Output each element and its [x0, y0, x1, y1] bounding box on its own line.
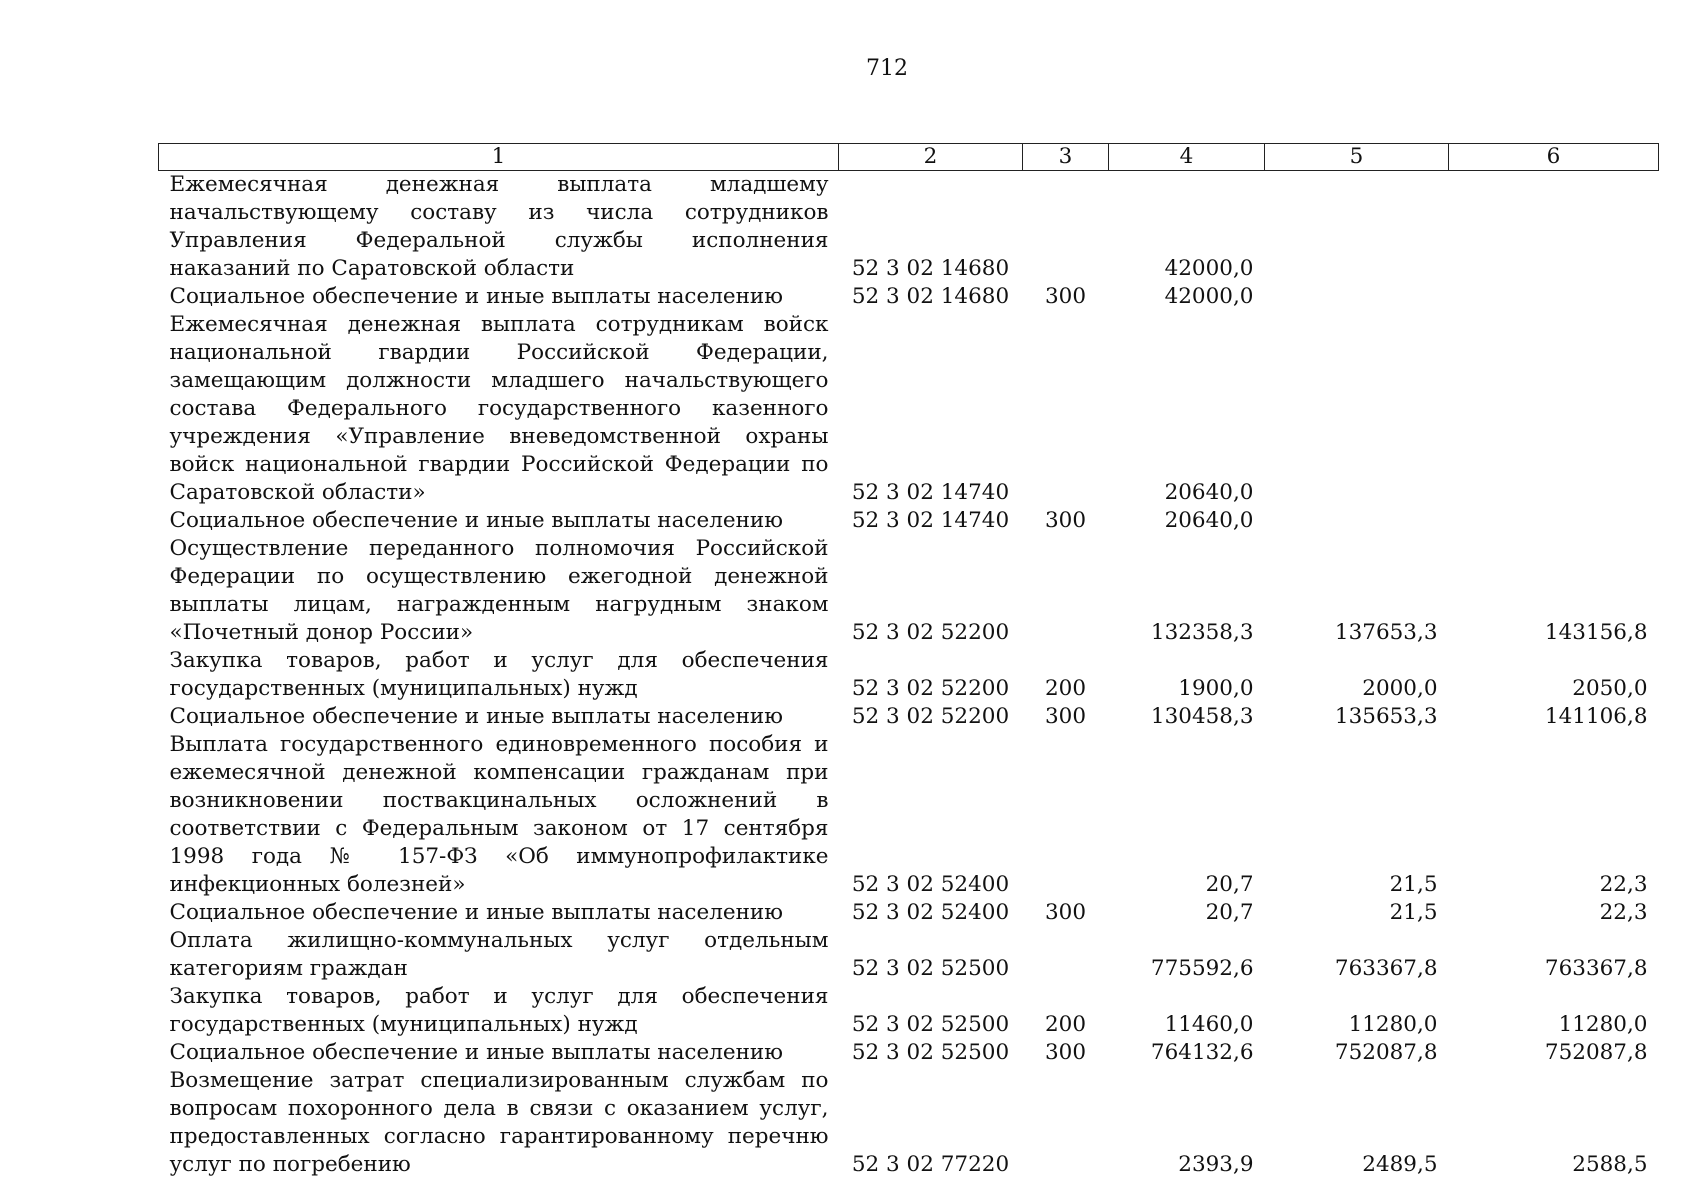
- row-amount-2-cell: 137653,3: [1334, 620, 1438, 645]
- row-amount-1-cell: 42000,0: [1164, 284, 1254, 309]
- row-code-cell: 52 3 02 52400: [851, 900, 1010, 925]
- row-name-cell: Закупка товаров, работ и услуг для обеспечения государственных (муниципальных) нужд: [169, 984, 829, 1037]
- row-expense-type-cell: [1023, 171, 1109, 284]
- row-code-cell: 52 3 02 52200: [851, 676, 1010, 701]
- row-name-cell: Социальное обеспечение и иные выплаты населению: [169, 284, 783, 309]
- row-amount-3-cell: [1449, 507, 1659, 535]
- row-name-cell: Осуществление переданного полномочия Российской Федерации по осуществлению ежегодной денежной выплаты лицам, награжденным нагрудным знаком «Почетный донор России»: [169, 536, 829, 645]
- column-header: 4: [1109, 144, 1265, 171]
- row-amount-1-cell: 775592,6: [1150, 956, 1254, 981]
- table-row: [159, 703, 1659, 731]
- table-row: [159, 1067, 1659, 1179]
- row-amount-2-cell: 752087,8: [1334, 1040, 1438, 1065]
- column-header: 5: [1265, 144, 1449, 171]
- row-amount-1-cell: 130458,3: [1150, 704, 1254, 729]
- row-name-cell: Ежемесячная денежная выплата сотрудникам войск национальной гвардии Российской Федерации, замещающим должности младшего начальствующего состава Федерального государственного казенного учреждения «Управление вневедомственной охраны войск национальной гвардии Российской Федерации по Саратовской области»: [169, 312, 829, 505]
- row-amount-2-cell: [1265, 507, 1449, 535]
- row-code-cell: 52 3 02 14740: [851, 508, 1010, 533]
- row-amount-2-cell: 135653,3: [1334, 704, 1438, 729]
- row-amount-3-cell: 11280,0: [1558, 1012, 1648, 1037]
- row-name-cell: Социальное обеспечение и иные выплаты населению: [169, 1040, 783, 1065]
- column-header: 3: [1023, 144, 1109, 171]
- row-name-cell: Оплата жилищно-коммунальных услуг отдельным категориям граждан: [169, 928, 829, 981]
- row-code-cell: 52 3 02 52500: [851, 1040, 1010, 1065]
- row-name-cell: Социальное обеспечение и иные выплаты населению: [169, 508, 783, 533]
- row-code-cell: 52 3 02 52200: [851, 620, 1010, 645]
- row-name-cell: Социальное обеспечение и иные выплаты населению: [169, 900, 783, 925]
- row-amount-2-cell: [1265, 311, 1449, 507]
- table-row: [159, 899, 1659, 927]
- table-row: [159, 927, 1659, 983]
- table-body: [159, 171, 1659, 1180]
- column-header: 6: [1449, 144, 1659, 171]
- row-code-cell: 52 3 02 52200: [851, 704, 1010, 729]
- row-amount-1-cell: 20,7: [1205, 900, 1254, 925]
- row-amount-1-cell: 764132,6: [1150, 1040, 1254, 1065]
- row-amount-3-cell: 143156,8: [1544, 620, 1648, 645]
- row-expense-type-cell: [1023, 535, 1109, 647]
- row-code-cell: 52 3 02 52500: [851, 1012, 1010, 1037]
- row-amount-3-cell: 763367,8: [1544, 956, 1648, 981]
- row-name-cell: Ежемесячная денежная выплата младшему начальствующему составу из числа сотрудников Управления Федеральной службы исполнения наказаний по Саратовской области: [169, 172, 829, 281]
- row-amount-2-cell: 21,5: [1389, 872, 1438, 897]
- row-amount-1-cell: 20640,0: [1164, 508, 1254, 533]
- row-amount-3-cell: 141106,8: [1544, 704, 1648, 729]
- row-amount-2-cell: 2000,0: [1362, 676, 1438, 701]
- column-header: 2: [839, 144, 1023, 171]
- row-expense-type-cell: 300: [1044, 284, 1087, 309]
- row-amount-2-cell: 763367,8: [1334, 956, 1438, 981]
- row-amount-3-cell: 22,3: [1599, 900, 1648, 925]
- row-expense-type-cell: 300: [1044, 704, 1087, 729]
- row-amount-1-cell: 20,7: [1205, 872, 1254, 897]
- row-amount-3-cell: [1449, 171, 1659, 284]
- table-row: [159, 647, 1659, 703]
- row-expense-type-cell: [1023, 927, 1109, 983]
- row-name-cell: Закупка товаров, работ и услуг для обеспечения государственных (муниципальных) нужд: [169, 648, 829, 701]
- row-amount-1-cell: 20640,0: [1164, 480, 1254, 505]
- row-amount-2-cell: 11280,0: [1348, 1012, 1438, 1037]
- table-row: [159, 283, 1659, 311]
- row-amount-3-cell: [1449, 283, 1659, 311]
- row-amount-2-cell: 2489,5: [1362, 1152, 1438, 1177]
- row-amount-1-cell: 1900,0: [1178, 676, 1254, 701]
- row-expense-type-cell: 300: [1044, 508, 1087, 533]
- table-row: [159, 311, 1659, 507]
- row-amount-1-cell: 42000,0: [1164, 256, 1254, 281]
- row-name-cell: Возмещение затрат специализированным службам по вопросам похоронного дела в связи с оказанием услуг, предоставленных согласно гарантированному перечню услуг по погребению: [169, 1068, 829, 1177]
- table-row: [159, 1039, 1659, 1067]
- row-expense-type-cell: 200: [1044, 1012, 1087, 1037]
- row-expense-type-cell: 200: [1044, 676, 1087, 701]
- row-amount-3-cell: [1449, 311, 1659, 507]
- row-code-cell: 52 3 02 14680: [851, 256, 1010, 281]
- table-row: [159, 171, 1659, 284]
- table-row: [159, 507, 1659, 535]
- table-row: [159, 731, 1659, 899]
- row-expense-type-cell: [1023, 731, 1109, 899]
- row-expense-type-cell: [1023, 311, 1109, 507]
- row-code-cell: 52 3 02 77220: [851, 1152, 1010, 1177]
- row-expense-type-cell: 300: [1044, 1040, 1087, 1065]
- row-amount-3-cell: 752087,8: [1544, 1040, 1648, 1065]
- row-name-cell: Социальное обеспечение и иные выплаты населению: [169, 704, 783, 729]
- column-header: 1: [159, 144, 839, 171]
- row-expense-type-cell: 300: [1044, 900, 1087, 925]
- row-name-cell: Выплата государственного единовременного пособия и ежемесячной денежной компенсации гражданам при возникновении поствакцинальных осложнений в соответствии с Федеральным законом от 17 сентября 1998 года № 157-ФЗ «Об иммунопрофилактике инфекционных болезней»: [169, 732, 829, 897]
- row-amount-3-cell: 2050,0: [1572, 676, 1648, 701]
- row-code-cell: 52 3 02 52400: [851, 872, 1010, 897]
- budget-table: [158, 143, 1659, 1179]
- row-amount-3-cell: 2588,5: [1572, 1152, 1648, 1177]
- row-expense-type-cell: [1023, 1067, 1109, 1179]
- page-number: 712: [866, 56, 908, 81]
- row-amount-2-cell: 21,5: [1389, 900, 1438, 925]
- table-header-row: [159, 144, 1659, 171]
- table-row: [159, 983, 1659, 1039]
- row-amount-3-cell: 22,3: [1599, 872, 1648, 897]
- table-row: [159, 535, 1659, 647]
- row-amount-1-cell: 132358,3: [1150, 620, 1254, 645]
- row-amount-1-cell: 11460,0: [1164, 1012, 1254, 1037]
- row-code-cell: 52 3 02 14740: [851, 480, 1010, 505]
- row-amount-2-cell: [1265, 283, 1449, 311]
- row-code-cell: 52 3 02 14680: [851, 284, 1010, 309]
- row-code-cell: 52 3 02 52500: [851, 956, 1010, 981]
- row-amount-2-cell: [1265, 171, 1449, 284]
- row-amount-1-cell: 2393,9: [1178, 1152, 1254, 1177]
